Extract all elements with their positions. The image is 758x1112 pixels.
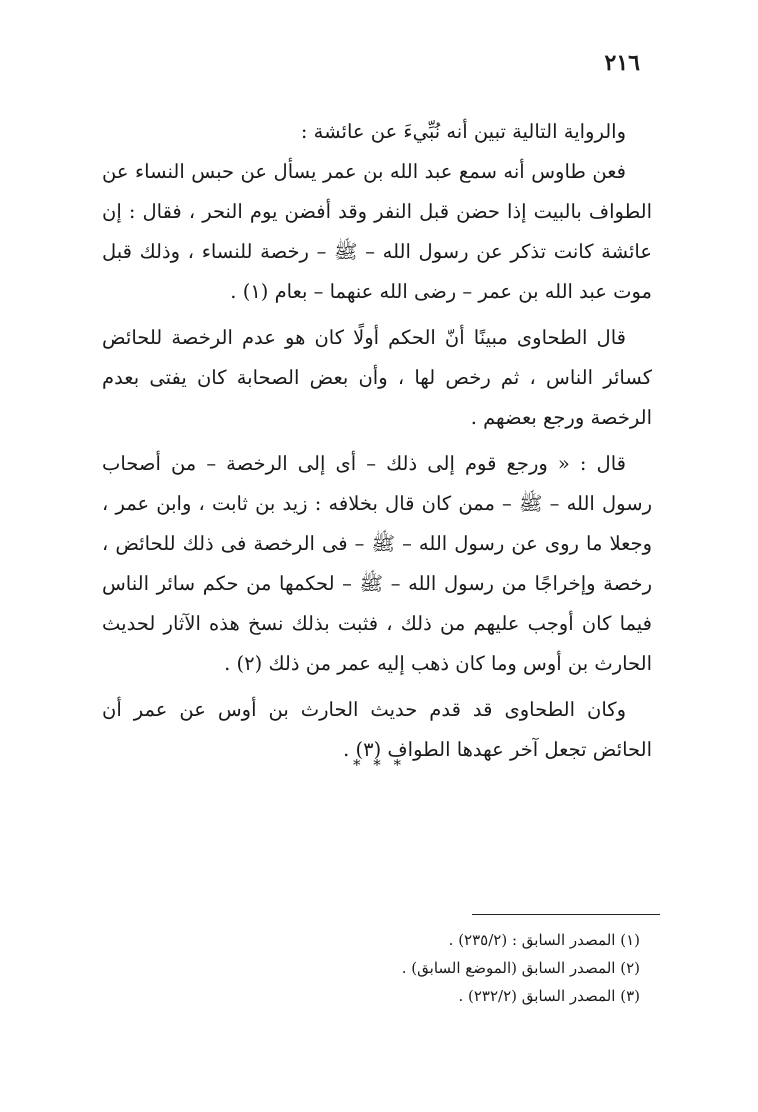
paragraph: والرواية التالية تبين أنه نُبِّيءَ عن عائشة : [300, 120, 626, 143]
paragraph: قال : « ورجع قوم إلى ذلك – أى إلى الرخصة – من أصحاب رسول الله – ﷺ – ممن كان قال بخلافه : زيد بن ثابت ، وابن عمر ، وجعلا ما روى عن رسول الله – ﷺ – فى الرخصة فى ذلك للحائض ، رخصة وإخراجًا من رسول الله – ﷺ – لحكمها من حكم سائر الناس فيما كان أوجب عليهم من ذلك ، فثبت بذلك نسخ هذه الآثار لحديث الحارث بن أوس وما كان ذهب إليه عمر من ذلك (٢) . [102, 452, 652, 675]
paragraph: وكان الطحاوى قد قدم حديث الحارث بن أوس عن عمر أن الحائض تجعل آخر عهدها الطواف (٣) . [102, 698, 652, 761]
footnote: (٢) المصدر السابق (الموضع السابق) . [401, 959, 640, 977]
paragraph: فعن طاوس أنه سمع عبد الله بن عمر يسأل عن حبس النساء عن الطواف بالبيت إذا حضن قبل النفر وقد أفضن يوم النحر ، فقال : إن عائشة كانت تذكر عن رسول الله – ﷺ – رخصة للنساء ، وذلك قبل موت عبد الله بن عمر – رضى الله عنهما – بعام (١) . [102, 160, 652, 303]
footnote: (١) المصدر السابق : (٢٣٥/٢) . [448, 931, 640, 949]
section-separator: * * * [352, 756, 406, 774]
footnote: (٣) المصدر السابق (٢٣٢/٢) . [458, 987, 640, 1005]
paragraph: قال الطحاوى مبينًا أنّ الحكم أولًا كان هو عدم الرخصة للحائض كسائر الناس ، ثم رخص لها ، وأن بعض الصحابة كان يفتى بعدم الرخصة ورجع بعضهم . [102, 326, 652, 429]
footnote-divider [472, 914, 660, 915]
page-number: ٢١٦ [604, 50, 640, 76]
footnotes [240, 926, 640, 1010]
main-text [102, 112, 652, 776]
